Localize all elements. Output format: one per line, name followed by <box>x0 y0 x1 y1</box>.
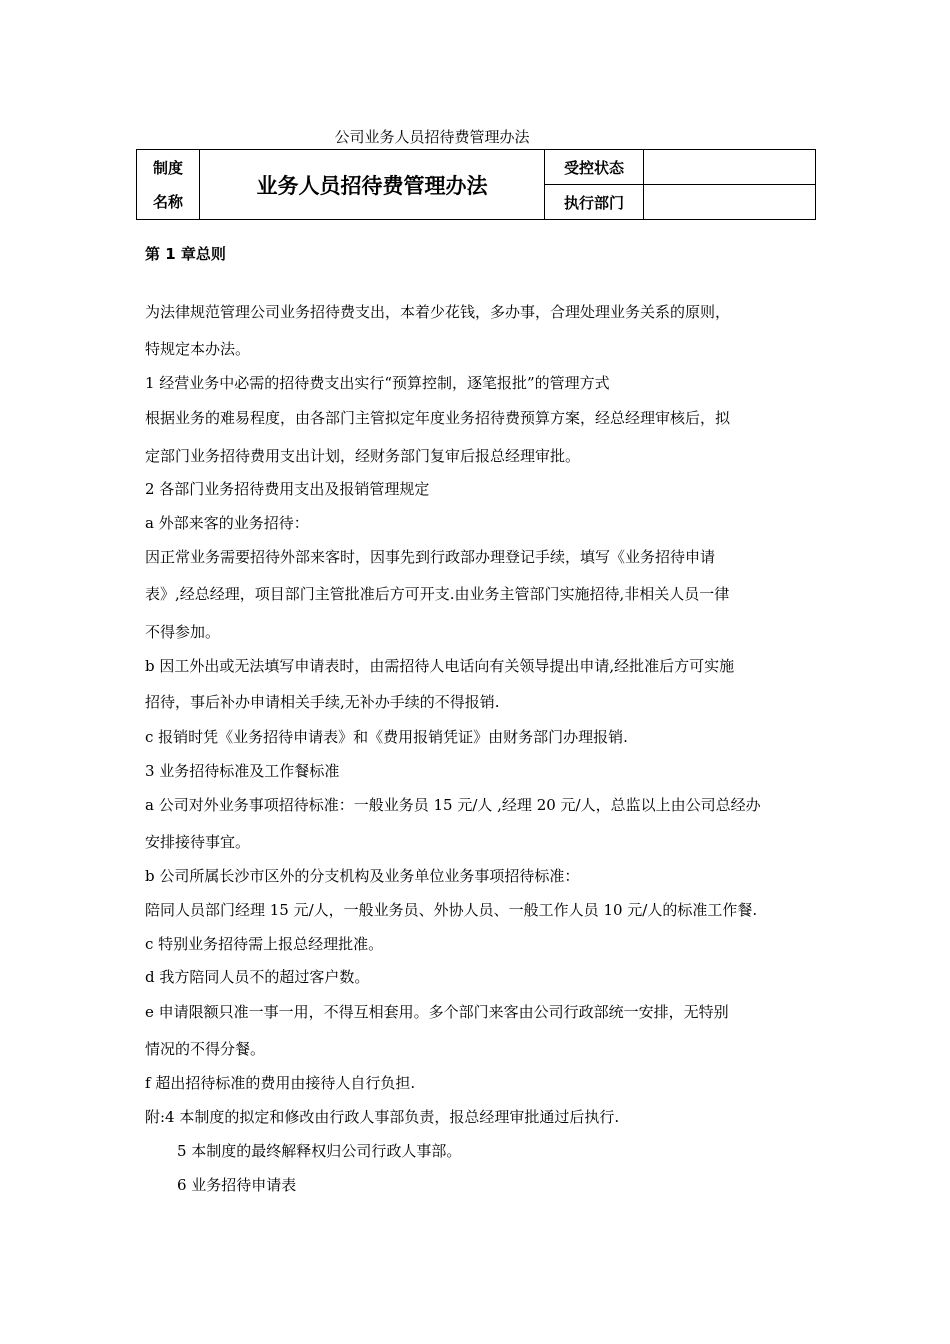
name-label-cell <box>137 150 200 220</box>
control-status-label: 受控状态 <box>545 150 644 185</box>
body-line: 定部门业务招待费用支出计划，经财务部门复审后报总经理审批。 <box>145 447 581 465</box>
body-line: a 公司对外业务事项招待标准：一般业务员 15 元/人 ,经理 20 元/人，总监以上由公司总经办 <box>145 796 761 814</box>
body-line: 因正常业务需要招待外部来客时，因事先到行政部办理登记手续，填写《业务招待申请 <box>145 548 716 566</box>
body-line: b 因工外出或无法填写申请表时，由需招待人电话向有关领导提出申请,经批准后方可实施 <box>145 657 735 675</box>
name-label-line-1: 制度 <box>152 158 183 177</box>
body-line: 情况的不得分餐。 <box>145 1040 266 1058</box>
body-line: 6 业务招待申请表 <box>177 1176 297 1194</box>
body-line: f 超出招待标准的费用由接待人自行负担. <box>145 1074 416 1092</box>
body-line: 根据业务的难易程度，由各部门主管拟定年度业务招待费预算方案，经总经理审核后，拟 <box>145 409 731 427</box>
body-line: 招待，事后补办申请相关手续,无补办手续的不得报销. <box>145 693 500 711</box>
body-line: 表》,经总经理，项目部门主管批准后方可开支.由业务主管部门实施招待,非相关人员一律 <box>145 585 730 603</box>
document-header-text: 公司业务人员招待费管理办法 <box>334 128 530 146</box>
body-line: 1 经营业务中必需的招待费支出实行“预算控制，逐笔报批”的管理方式 <box>145 374 610 392</box>
document-meta-table <box>136 149 816 220</box>
exec-dept-value <box>644 185 816 220</box>
exec-dept-label: 执行部门 <box>545 185 644 220</box>
document-name-cell: 业务人员招待费管理办法 <box>200 150 545 220</box>
body-line: 安排接待事宜。 <box>145 833 251 851</box>
body-line: a 外部来客的业务招待： <box>145 514 309 532</box>
name-label-line-2: 名称 <box>152 192 183 211</box>
body-line: 3 业务招待标准及工作餐标准 <box>145 762 340 780</box>
body-line: 特规定本办法。 <box>145 340 251 358</box>
body-line: 5 本制度的最终解释权归公司行政人事部。 <box>177 1142 462 1160</box>
chapter-heading: 第 1 章总则 <box>145 245 226 263</box>
body-line: d 我方陪同人员不的超过客户数。 <box>145 968 370 986</box>
body-line: e 申请限额只准一事一用，不得互相套用。多个部门来客由公司行政部统一安排，无特别 <box>145 1003 729 1021</box>
control-status-value <box>644 150 816 185</box>
body-line: 不得参加。 <box>145 623 221 641</box>
body-line: b 公司所属长沙市区外的分支机构及业务单位业务事项招待标准： <box>145 867 580 885</box>
body-line: 陪同人员部门经理 15 元/人，一般业务员、外协人员、一般工作人员 10 元/人的标准工作餐. <box>145 901 758 919</box>
document-header-title <box>0 127 950 147</box>
body-line: 为法律规范管理公司业务招待费支出，本着少花钱，多办事，合理处理业务关系的原则， <box>145 303 731 321</box>
body-line: 2 各部门业务招待费用支出及报销管理规定 <box>145 480 430 498</box>
body-line: c 特别业务招待需上报总经理批准。 <box>145 935 384 953</box>
body-line: c 报销时凭《业务招待申请表》和《费用报销凭证》由财务部门办理报销. <box>145 728 628 746</box>
body-line: 附:4 本制度的拟定和修改由行政人事部负责，报总经理审批通过后执行. <box>145 1108 620 1126</box>
